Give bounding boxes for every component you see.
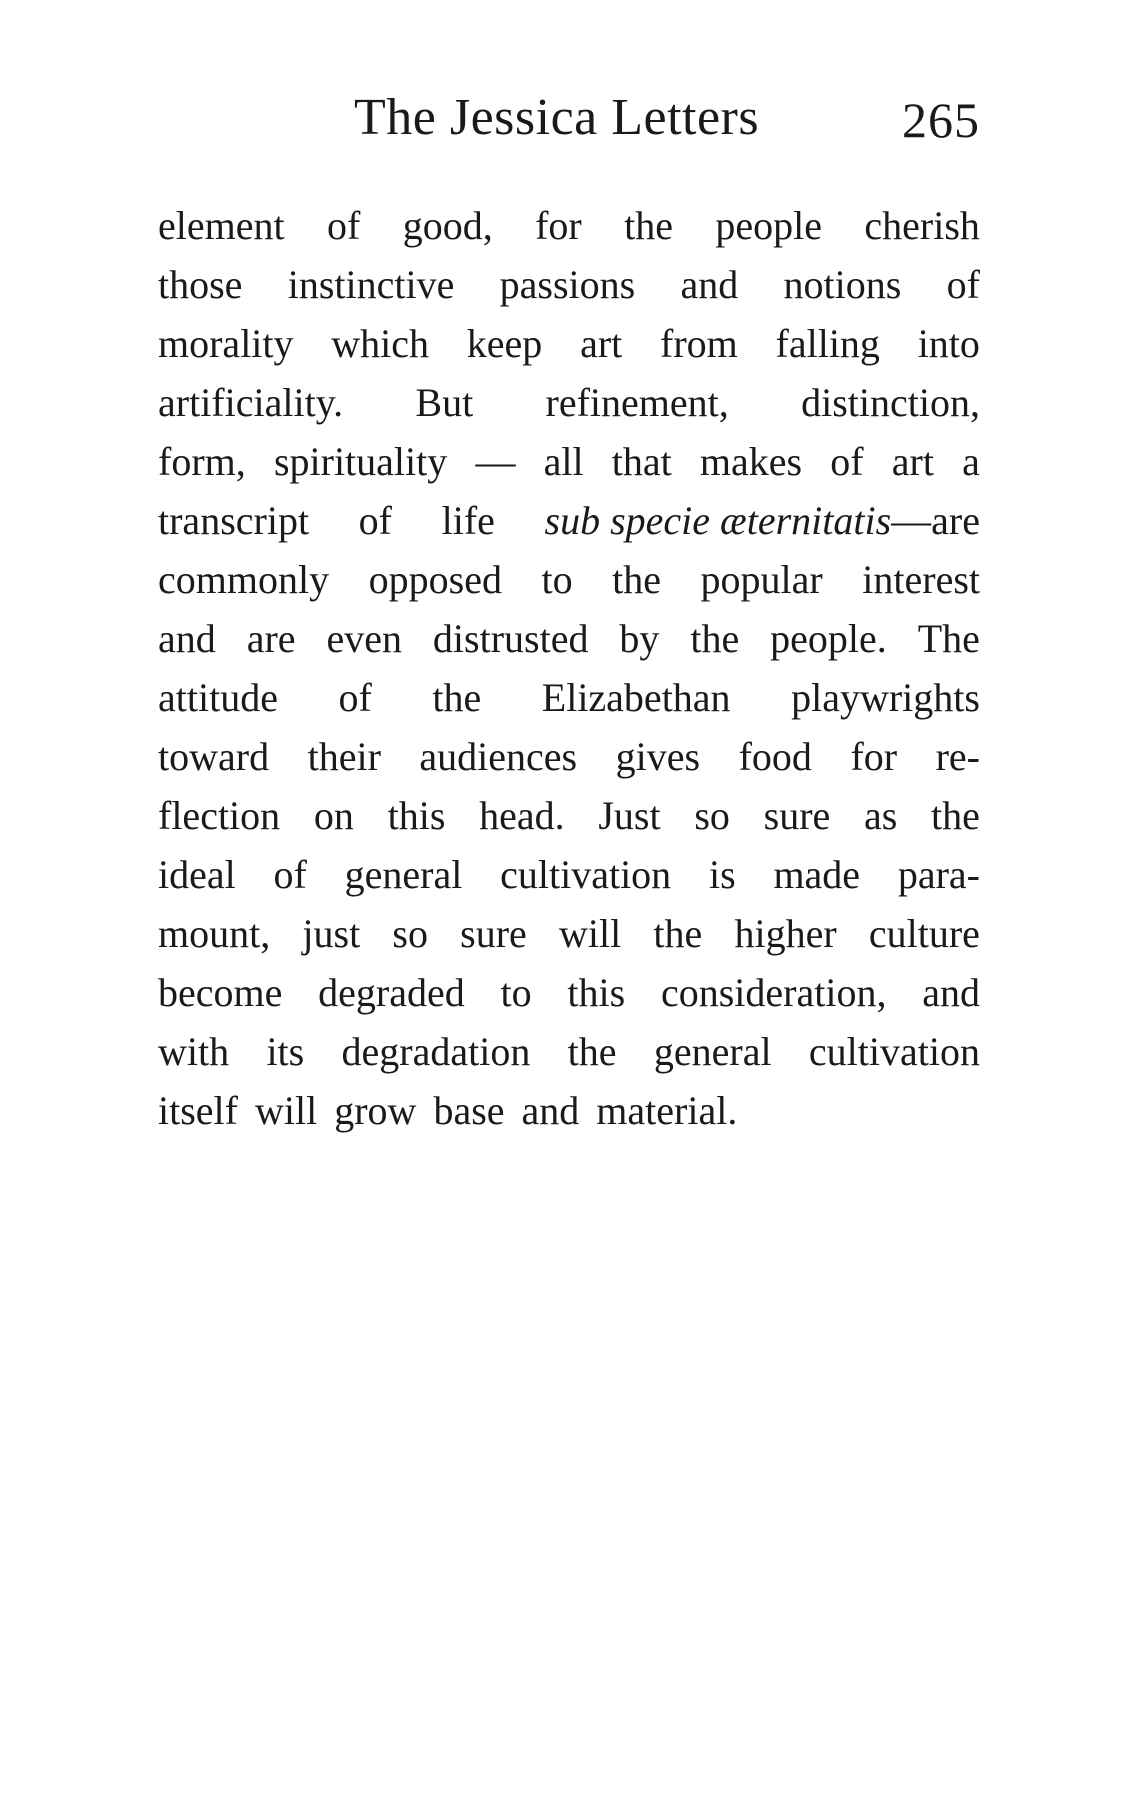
text-line <box>158 845 980 904</box>
word: the <box>624 203 674 248</box>
word: of <box>830 439 864 484</box>
word: for <box>850 734 898 779</box>
word: people <box>715 203 823 248</box>
word: so <box>694 793 730 838</box>
word: passions <box>499 262 636 307</box>
text-line <box>158 668 980 727</box>
word: the <box>653 911 703 956</box>
word: makes <box>699 439 803 484</box>
word: playwrights <box>791 675 980 720</box>
word: Elizabethan <box>541 675 731 720</box>
word: those <box>158 262 243 307</box>
running-head <box>158 88 980 148</box>
word: cultivation <box>500 852 672 897</box>
text-line <box>158 550 980 609</box>
text-line <box>158 491 980 550</box>
word: good, <box>402 203 493 248</box>
word: sure <box>460 911 527 956</box>
word: higher <box>734 911 837 956</box>
word: of <box>946 262 980 307</box>
word: its <box>266 1029 305 1074</box>
word: base <box>433 1088 505 1133</box>
word: the <box>690 616 740 661</box>
word: artificiality. <box>158 380 344 425</box>
word: commonly <box>158 557 330 602</box>
word: from <box>660 321 738 366</box>
word: distrusted <box>432 616 589 661</box>
word: will <box>254 1088 318 1133</box>
word: and <box>680 262 739 307</box>
word: morality <box>158 321 294 366</box>
word: even <box>326 616 402 661</box>
phrase-trailing-text: —are <box>891 498 980 543</box>
word: the <box>612 557 662 602</box>
word: which <box>331 321 430 366</box>
word: para- <box>897 852 980 897</box>
word: of <box>327 203 361 248</box>
word: this <box>387 793 446 838</box>
body-paragraph <box>158 196 980 1140</box>
word: of <box>273 852 307 897</box>
word: the <box>432 675 482 720</box>
running-head-title: The Jessica Letters <box>354 89 760 146</box>
word: head. <box>479 793 565 838</box>
word: the <box>931 793 980 838</box>
word: distinction, <box>801 380 980 425</box>
word: are <box>246 616 296 661</box>
text-line <box>158 786 980 845</box>
word: and <box>521 1088 580 1133</box>
word: form, <box>158 439 246 484</box>
word: is <box>708 852 736 897</box>
word: But <box>415 380 474 425</box>
word: material. <box>596 1088 738 1133</box>
word: opposed <box>368 557 502 602</box>
word: into <box>917 321 980 366</box>
word: sure <box>763 793 831 838</box>
word: spirituality <box>273 439 448 484</box>
word: on <box>313 793 354 838</box>
text-line <box>158 196 980 255</box>
word: art <box>580 321 623 366</box>
word: itself <box>158 1088 238 1133</box>
word: re- <box>935 734 980 779</box>
word: people. <box>770 616 887 661</box>
word: transcript <box>158 498 310 543</box>
word: and <box>158 616 216 661</box>
word: art <box>891 439 934 484</box>
word: of <box>358 498 392 543</box>
word: to <box>541 557 573 602</box>
word: this <box>567 970 626 1015</box>
word: toward <box>158 734 270 779</box>
word: food <box>738 734 812 779</box>
word: grow <box>334 1088 417 1133</box>
word: refinement, <box>545 380 729 425</box>
text-line <box>158 727 980 786</box>
word: falling <box>775 321 880 366</box>
italic-latin-phrase: sub specie æternitatis <box>544 498 892 543</box>
word: so <box>392 911 428 956</box>
word: degraded <box>318 970 465 1015</box>
word: Just <box>598 793 661 838</box>
word: culture <box>868 911 980 956</box>
word: become <box>158 970 283 1015</box>
page-number: 265 <box>902 92 980 148</box>
word: the <box>567 1029 617 1074</box>
word: to <box>500 970 532 1015</box>
word: flection <box>158 793 281 838</box>
word: their <box>307 734 381 779</box>
text-line <box>158 314 980 373</box>
text-line <box>158 432 980 491</box>
word: ideal <box>158 852 236 897</box>
word: and <box>922 970 980 1015</box>
word: all <box>543 439 584 484</box>
word: cultivation <box>808 1029 980 1074</box>
word: popular <box>700 557 823 602</box>
word: a <box>962 439 980 484</box>
text-line <box>158 904 980 963</box>
word: instinctive <box>287 262 455 307</box>
word: notions <box>783 262 902 307</box>
text-line <box>158 1022 980 1081</box>
word: mount, <box>158 911 271 956</box>
word: cherish <box>864 203 980 248</box>
text-line-last <box>158 1081 980 1140</box>
word: general <box>344 852 463 897</box>
text-line <box>158 373 980 432</box>
latin-phrase-group <box>545 491 980 550</box>
word: gives <box>615 734 701 779</box>
word: attitude <box>158 675 278 720</box>
word: keep <box>466 321 543 366</box>
word: element <box>158 203 285 248</box>
word: made <box>773 852 861 897</box>
word: — <box>475 439 516 484</box>
word: degradation <box>341 1029 531 1074</box>
word: for <box>535 203 582 248</box>
word: that <box>611 439 672 484</box>
text-line <box>158 255 980 314</box>
word: general <box>653 1029 772 1074</box>
word: just <box>302 911 361 956</box>
text-line <box>158 963 980 1022</box>
word: consideration, <box>660 970 887 1015</box>
word: of <box>338 675 372 720</box>
text-line <box>158 609 980 668</box>
word: with <box>158 1029 230 1074</box>
word: as <box>863 793 898 838</box>
word: The <box>917 616 980 661</box>
word: audiences <box>419 734 578 779</box>
word: life <box>441 498 495 543</box>
word: will <box>559 911 622 956</box>
word: interest <box>862 557 980 602</box>
word: by <box>619 616 660 661</box>
